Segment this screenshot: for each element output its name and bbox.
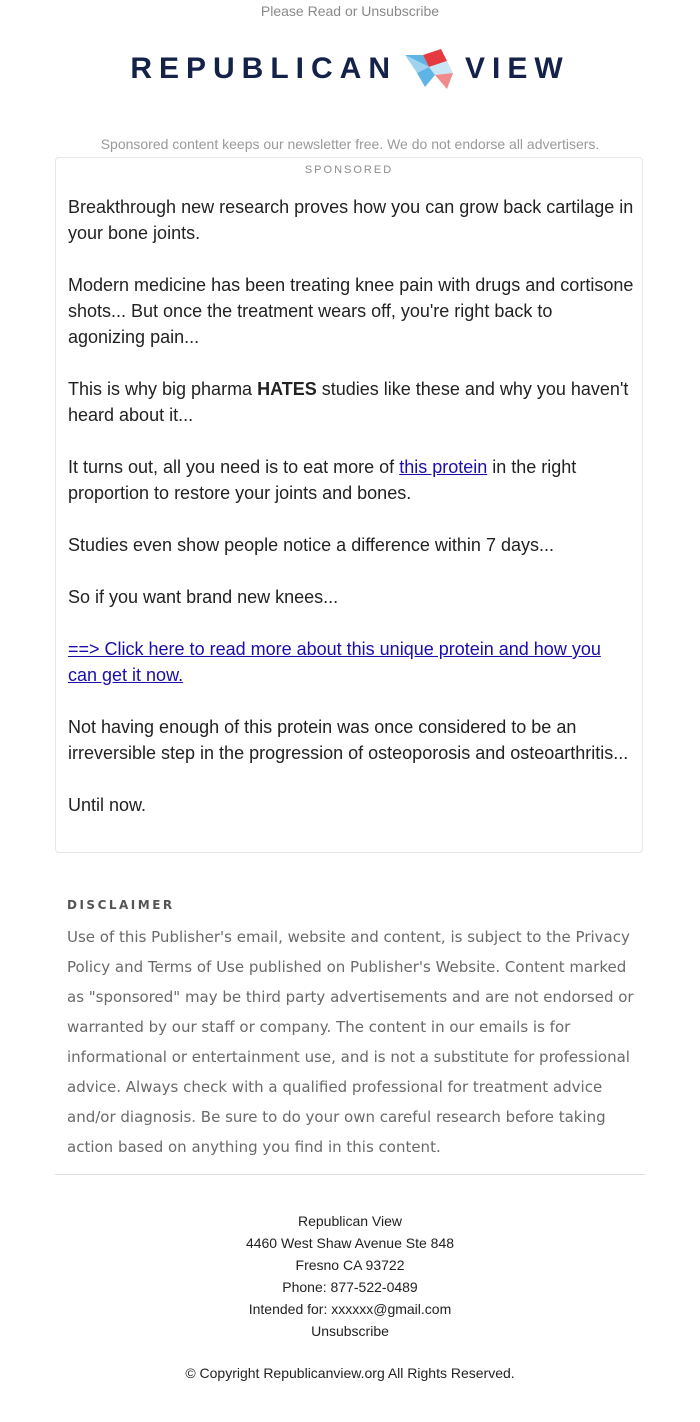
copyright: © Copyright Republicanview.org All Rights Reserved. — [185, 1365, 515, 1381]
cta-link[interactable]: ==> Click here to read more about this unique protein and how you can get it now. — [68, 639, 601, 685]
ad-paragraph-6: So if you want brand new knees... — [68, 587, 339, 607]
ad-paragraph-5: Studies even show people notice a difference within 7 days... — [68, 535, 554, 555]
ad-paragraph-4 — [68, 454, 634, 506]
logo-word-right: VIEW — [465, 52, 570, 85]
footer-address-line-1: 4460 West Shaw Avenue Ste 848 — [245, 1235, 455, 1251]
ad-paragraph-8: Until now. — [68, 795, 147, 815]
ad-p4-pre: It turns out, all you need is to eat more of — [68, 457, 400, 477]
ad-p3-bold: HATES — [257, 379, 317, 399]
ad-paragraph-3 — [68, 376, 634, 428]
ad-p4-post: in the right proportion to restore your joints and bones. — [68, 457, 577, 503]
footer-phone: Phone: 877-522-0489 — [282, 1279, 418, 1295]
disclaimer-text: Use of this Publisher's email, website and content, is subject to the Privacy Policy and Terms of Use published on Publisher's Website. Content marked as "sponsored" may be third party advertisements and are not endorsed or warranted by our staff or company. The content in our emails is for informational or entertainment use, and is not a substitute for professional advice. Always check with a qualified professional for treatment advice and/or diagnosis. Be sure to do your own careful research before taking action based on anything you find in this content. — [67, 928, 634, 1156]
top-link[interactable]: Please Read or Unsubscribe — [260, 3, 440, 19]
footer — [0, 1210, 700, 1342]
unsubscribe-link[interactable]: Unsubscribe — [311, 1323, 389, 1339]
disclaimer-title: DISCLAIMER — [67, 898, 175, 912]
sponsored-card — [55, 157, 643, 853]
ad-paragraph-1: Breakthrough new research proves how you can grow back cartilage in your bone joints. — [68, 197, 634, 243]
disclaimer-section — [67, 898, 642, 1162]
footer-company: Republican View — [297, 1213, 403, 1229]
sponsored-label: SPONSORED — [304, 164, 394, 176]
ad-p3-pre: This is why big pharma — [68, 379, 258, 399]
cta-paragraph — [68, 636, 634, 688]
ad-body — [68, 194, 634, 844]
footer-address-line-2: Fresno CA 93722 — [295, 1257, 405, 1273]
ad-p3-post: studies like these and why you haven't heard about it... — [68, 379, 629, 425]
star-logo-icon — [403, 47, 455, 91]
protein-link[interactable]: this protein — [399, 457, 488, 477]
ad-paragraph-2: Modern medicine has been treating knee pain with drugs and cortisone shots... But once the treatment wears off, you're right back to agonizing pain... — [68, 275, 634, 347]
logo[interactable] — [0, 47, 700, 91]
ad-paragraph-7: Not having enough of this protein was once considered to be an irreversible step in the progression of osteoporosis and osteoarthritis... — [68, 717, 629, 763]
footer-divider — [55, 1174, 645, 1175]
footer-intended-for: Intended for: xxxxxx@gmail.com — [248, 1301, 452, 1317]
sponsor-note: Sponsored content keeps our newsletter free. We do not endorse all advertisers. — [100, 136, 600, 152]
logo-word-left: REPUBLICAN — [130, 52, 397, 85]
